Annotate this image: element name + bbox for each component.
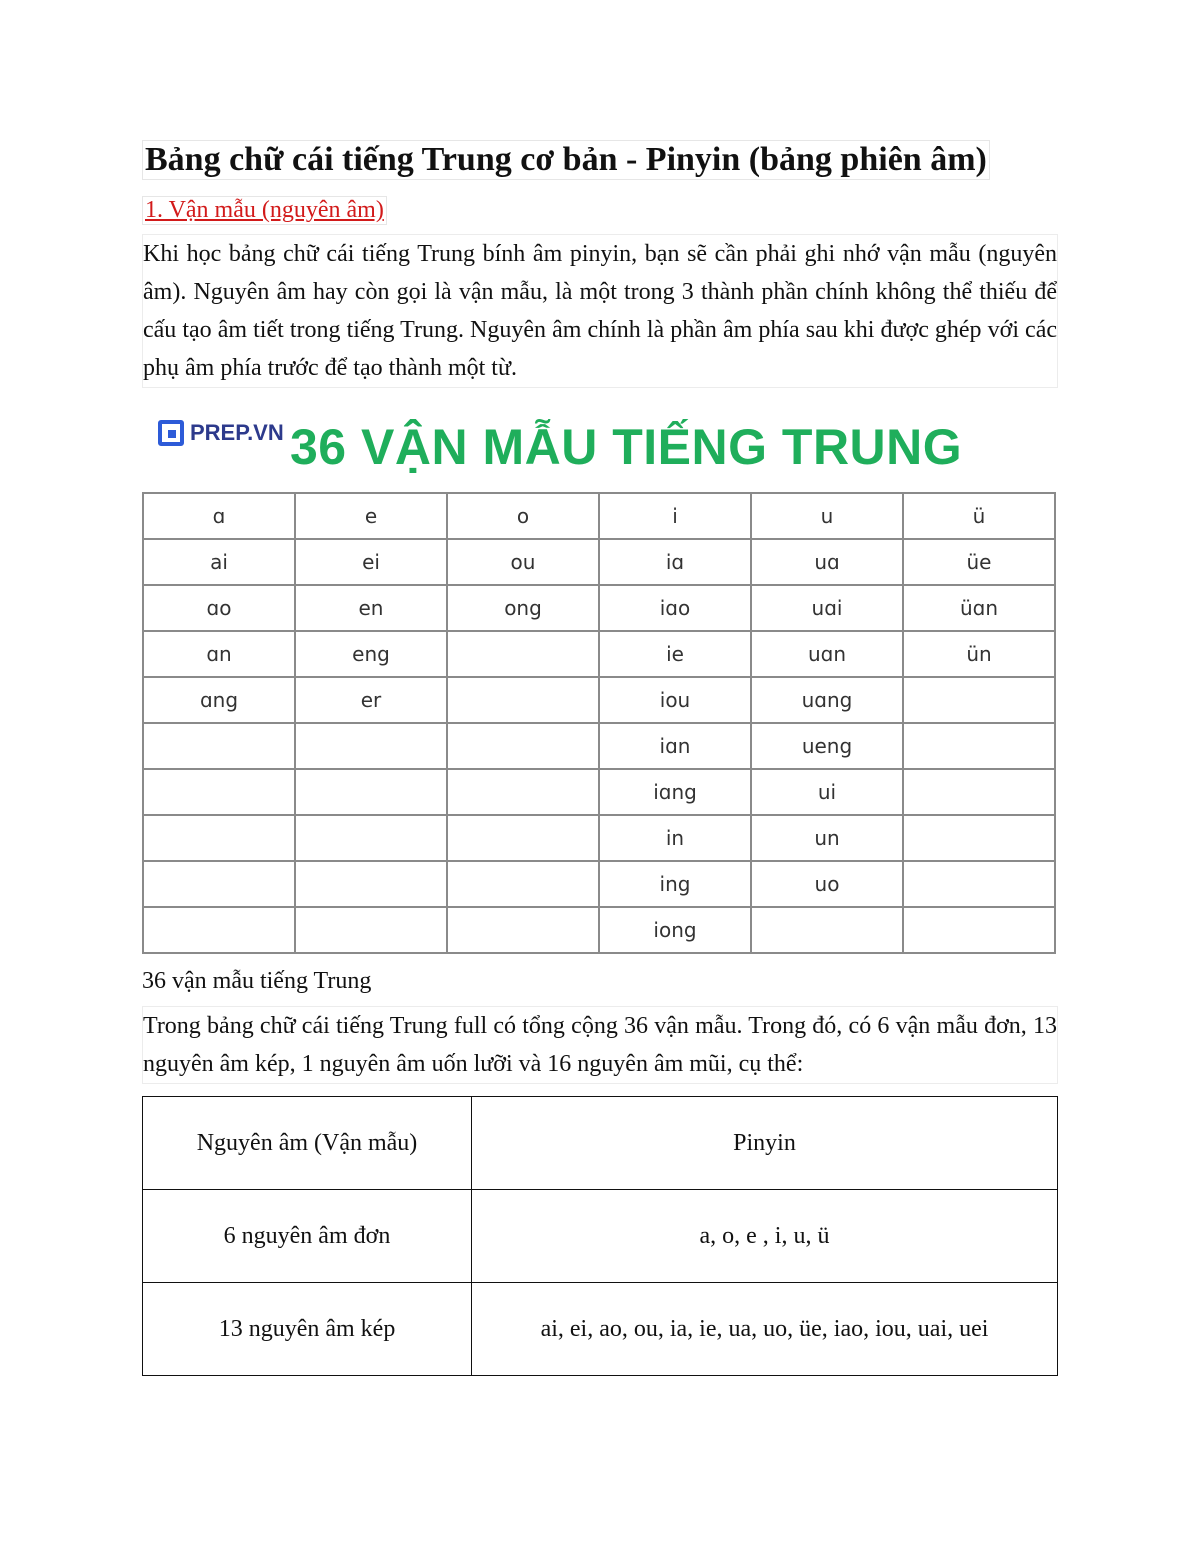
vowel-grid-row [143, 815, 1055, 861]
vowel-cell: ou [447, 539, 599, 585]
vowel-cell: eng [295, 631, 447, 677]
vowel-grid-row [143, 677, 1055, 723]
vowel-cell [295, 769, 447, 815]
vowel-cell: en [295, 585, 447, 631]
vowel-grid-row [143, 631, 1055, 677]
vowel-cell [903, 861, 1055, 907]
table-cell: 6 nguyên âm đơn [143, 1190, 472, 1283]
vowel-cell: uo [751, 861, 903, 907]
vowel-cell [295, 861, 447, 907]
vowel-cell: uɑn [751, 631, 903, 677]
vowel-cell: in [599, 815, 751, 861]
vowel-cell: ai [143, 539, 295, 585]
image-banner: 36 VẬN MẪU TIẾNG TRUNG [290, 419, 963, 475]
vowel-cell: ɑ [143, 493, 295, 539]
vowel-cell: ü [903, 493, 1055, 539]
vowel-cell [447, 907, 599, 953]
vowel-cell: e [295, 493, 447, 539]
vowel-cell: uɑng [751, 677, 903, 723]
header-cell: Pinyin [472, 1097, 1058, 1190]
vowel-grid-row [143, 539, 1055, 585]
vowel-cell [447, 861, 599, 907]
vowel-cell: ui [751, 769, 903, 815]
vowel-grid-row [143, 769, 1055, 815]
vowel-cell [447, 815, 599, 861]
vowel-cell: iɑng [599, 769, 751, 815]
vowel-cell: ing [599, 861, 751, 907]
vowel-cell: ün [903, 631, 1055, 677]
vowel-grid [142, 492, 1056, 954]
intro-paragraph: Khi học bảng chữ cái tiếng Trung bính âm pinyin, bạn sẽ cần phải ghi nhớ vận mẫu (nguyên âm). Nguyên âm hay còn gọi là vận mẫu, là một trong 3 thành phần chính không thể thiếu để cấu tạo âm tiết trong tiếng Trung. Nguyên âm chính là phần âm phía sau khi được ghép với các phụ âm phía trước để tạo thành một từ. [142, 234, 1058, 388]
section-heading-link[interactable]: 1. Vận mẫu (nguyên âm) [142, 196, 387, 225]
header-cell: Nguyên âm (Vận mẫu) [143, 1097, 472, 1190]
vowel-cell: iɑn [599, 723, 751, 769]
table-row [143, 1283, 1058, 1376]
vowel-cell: iong [599, 907, 751, 953]
vowel-cell [143, 815, 295, 861]
vowel-cell [447, 677, 599, 723]
logo-text: PREP.VN [190, 420, 284, 445]
vowel-cell [295, 815, 447, 861]
prep-logo [158, 420, 284, 446]
summary-paragraph: Trong bảng chữ cái tiếng Trung full có tổng cộng 36 vận mẫu. Trong đó, có 6 vận mẫu đơn, 13 nguyên âm kép, 1 nguyên âm uốn lưỡi và 16 nguyên âm mũi, cụ thể: [142, 1006, 1058, 1084]
vowel-cell [903, 677, 1055, 723]
vowel-cell: ueng [751, 723, 903, 769]
table-cell: a, o, e , i, u, ü [472, 1190, 1058, 1283]
vowel-grid-row [143, 585, 1055, 631]
vowel-cell [903, 815, 1055, 861]
vowel-cell [143, 907, 295, 953]
vowel-cell: i [599, 493, 751, 539]
prep-logo-icon [158, 420, 184, 446]
vowel-cell: iou [599, 677, 751, 723]
vowel-cell [903, 723, 1055, 769]
table-cell: 13 nguyên âm kép [143, 1283, 472, 1376]
table-row [143, 1190, 1058, 1283]
vowel-cell [447, 631, 599, 677]
vowel-cell: iɑo [599, 585, 751, 631]
table-cell: ai, ei, ao, ou, ia, ie, ua, uo, üe, iao, iou, uai, uei [472, 1283, 1058, 1376]
vowel-cell: iɑ [599, 539, 751, 585]
vowel-cell [143, 861, 295, 907]
vowel-cell: uɑi [751, 585, 903, 631]
image-caption: 36 vận mẫu tiếng Trung [142, 968, 372, 994]
vowel-cell [903, 769, 1055, 815]
vowel-grid-row [143, 493, 1055, 539]
vowel-cell: üe [903, 539, 1055, 585]
vowel-cell: uɑ [751, 539, 903, 585]
page-title: Bảng chữ cái tiếng Trung cơ bản - Pinyin (bảng phiên âm) [142, 140, 990, 180]
vowel-cell: er [295, 677, 447, 723]
vowel-cell [751, 907, 903, 953]
vowel-cell [143, 769, 295, 815]
vowel-cell: ei [295, 539, 447, 585]
vowel-cell [447, 723, 599, 769]
vowel-cell [295, 723, 447, 769]
vowel-cell: üɑn [903, 585, 1055, 631]
vowel-grid-row [143, 723, 1055, 769]
vowel-cell: ong [447, 585, 599, 631]
vowel-cell: ɑn [143, 631, 295, 677]
vowel-cell: un [751, 815, 903, 861]
vowel-cell: ie [599, 631, 751, 677]
vowel-grid-row [143, 907, 1055, 953]
table-header-row [143, 1097, 1058, 1190]
vowel-cell: o [447, 493, 599, 539]
vowel-summary-table [142, 1096, 1058, 1376]
vowel-cell [295, 907, 447, 953]
vowel-cell [447, 769, 599, 815]
vowel-cell: ɑng [143, 677, 295, 723]
vowel-cell [903, 907, 1055, 953]
vowel-cell: ɑo [143, 585, 295, 631]
vowel-cell: u [751, 493, 903, 539]
vowel-grid-row [143, 861, 1055, 907]
vowel-cell [143, 723, 295, 769]
